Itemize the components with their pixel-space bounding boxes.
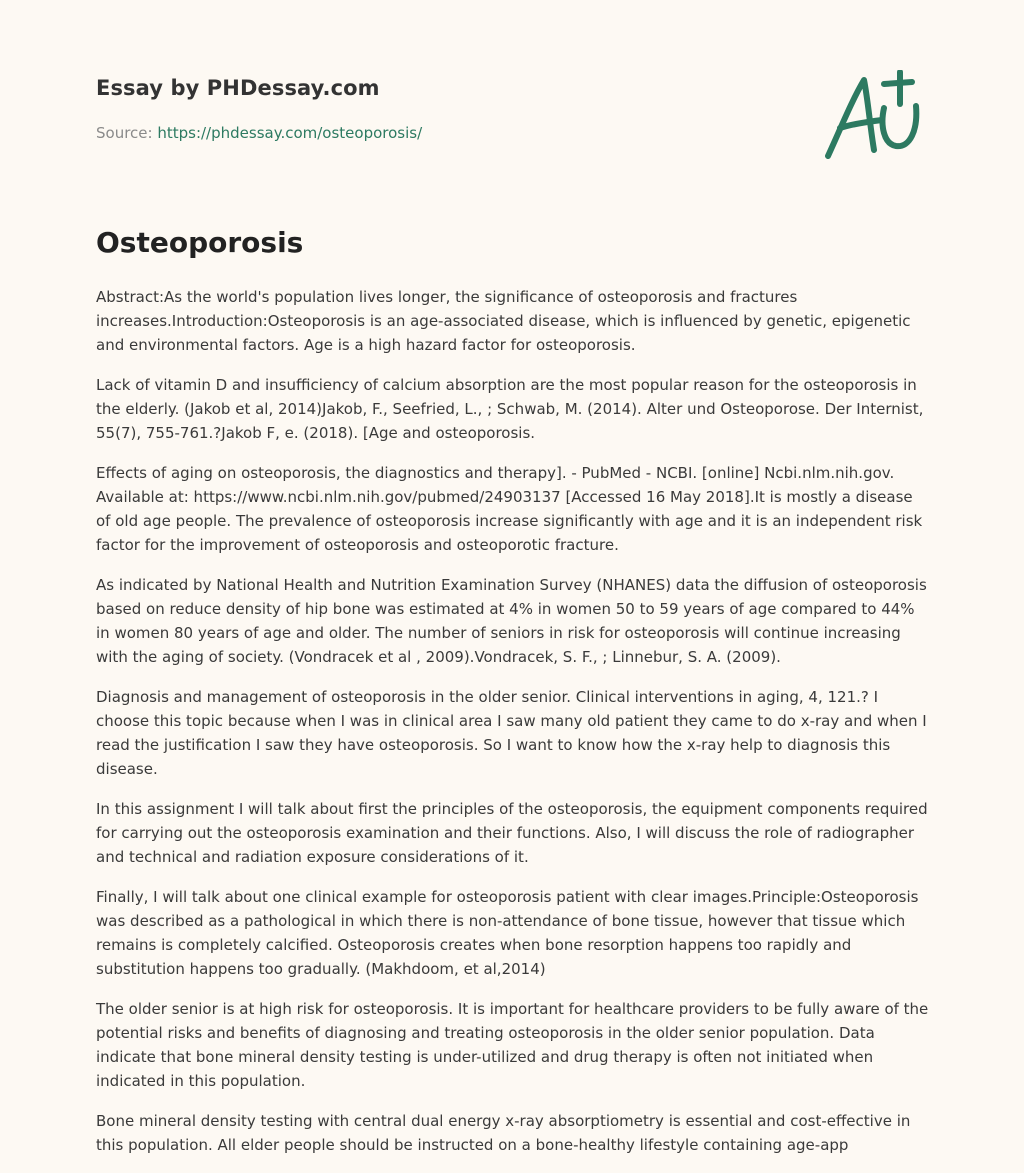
essay-paragraph: In this assignment I will talk about first the principles of the osteoporosis, the equipment components required for carrying out the osteoporosis examination and their functions. Also, I will discuss the role of radiographer and technical and radiation exposure considerations of it. (96, 800, 928, 866)
essay-page (96, 0, 931, 1154)
essay-paragraph: Lack of vitamin D and insufficiency of calcium absorption are the most popular reason for the osteoporosis in the elderly. (Jakob et al, 2014)Jakob, F., Seefried, L., ; Schwab, M. (2014). Alter und Osteoporose. Der Internist, 55(7), 755-761.?Jakob F, e. (2018). [Age and osteoporosis. (96, 376, 924, 442)
site-title: Essay by PHDessay.com (96, 76, 380, 100)
essay-title: Osteoporosis (96, 226, 304, 259)
essay-paragraph: The older senior is at high risk for osteoporosis. It is important for healthcare providers to be fully aware of the potential risks and benefits of diagnosing and treating osteoporosis in the older senior population. Data indicate that bone mineral density testing is under-utilized and drug therapy is often not initiated when indicated in this population. (96, 1000, 929, 1090)
essay-paragraph: Effects of aging on osteoporosis, the diagnostics and therapy]. - PubMed - NCBI. [online] Ncbi.nlm.nih.gov. Available at: https://www.ncbi.nlm.nih.gov/pubmed/24903137 [Accessed 16 May 2018].It is mostly a disease of old age people. The prevalence of osteoporosis increase significantly with age and it is an independent risk factor for the improvement of osteoporosis and osteoporotic fracture. (96, 464, 923, 554)
source-line (96, 124, 422, 142)
essay-paragraph: Finally, I will talk about one clinical example for osteoporosis patient with clear images.Principle:Osteoporosis was described as a pathological in which there is non-attendance of bone tissue, however that tissue which remains is completely calcified. Osteoporosis creates when bone resorption happens too rapidly and substitution happens too gradually. (Makhdoom, et al,2014) (96, 888, 919, 978)
essay-paragraph: Abstract:As the world's population lives longer, the significance of osteoporosis and fractures increases.Introduction:Osteoporosis is an age-associated disease, which is influenced by genetic, epigenetic and environmental factors. Age is a high hazard factor for osteoporosis. (96, 288, 911, 354)
page-header (96, 74, 931, 174)
source-label: Source: (96, 124, 158, 142)
essay-paragraph: Diagnosis and management of osteoporosis in the older senior. Clinical interventions in aging, 4, 121.? I choose this topic because when I was in clinical area I saw many old patient they came to do x-ray and when I read the justification I saw they have osteoporosis. So I want to know how the x-ray help to diagnosis this disease. (96, 688, 927, 778)
a-plus-logo-icon (822, 70, 926, 166)
essay-body (96, 285, 931, 1173)
essay-paragraph: Bone mineral density testing with central dual energy x-ray absorptiometry is essential and cost-effective in this population. All elder people should be instructed on a bone-healthy lifestyle containing age-app (96, 1112, 911, 1154)
essay-paragraph: As indicated by National Health and Nutrition Examination Survey (NHANES) data the diffusion of osteoporosis based on reduce density of hip bone was estimated at 4% in women 50 to 59 years of age compared to 44% in women 80 years of age and older. The number of seniors in risk for osteoporosis will continue increasing with the aging of society. (Vondracek et al , 2009).Vondracek, S. F., ; Linnebur, S. A. (2009). (96, 576, 927, 666)
source-link[interactable]: https://phdessay.com/osteoporosis/ (157, 124, 423, 142)
